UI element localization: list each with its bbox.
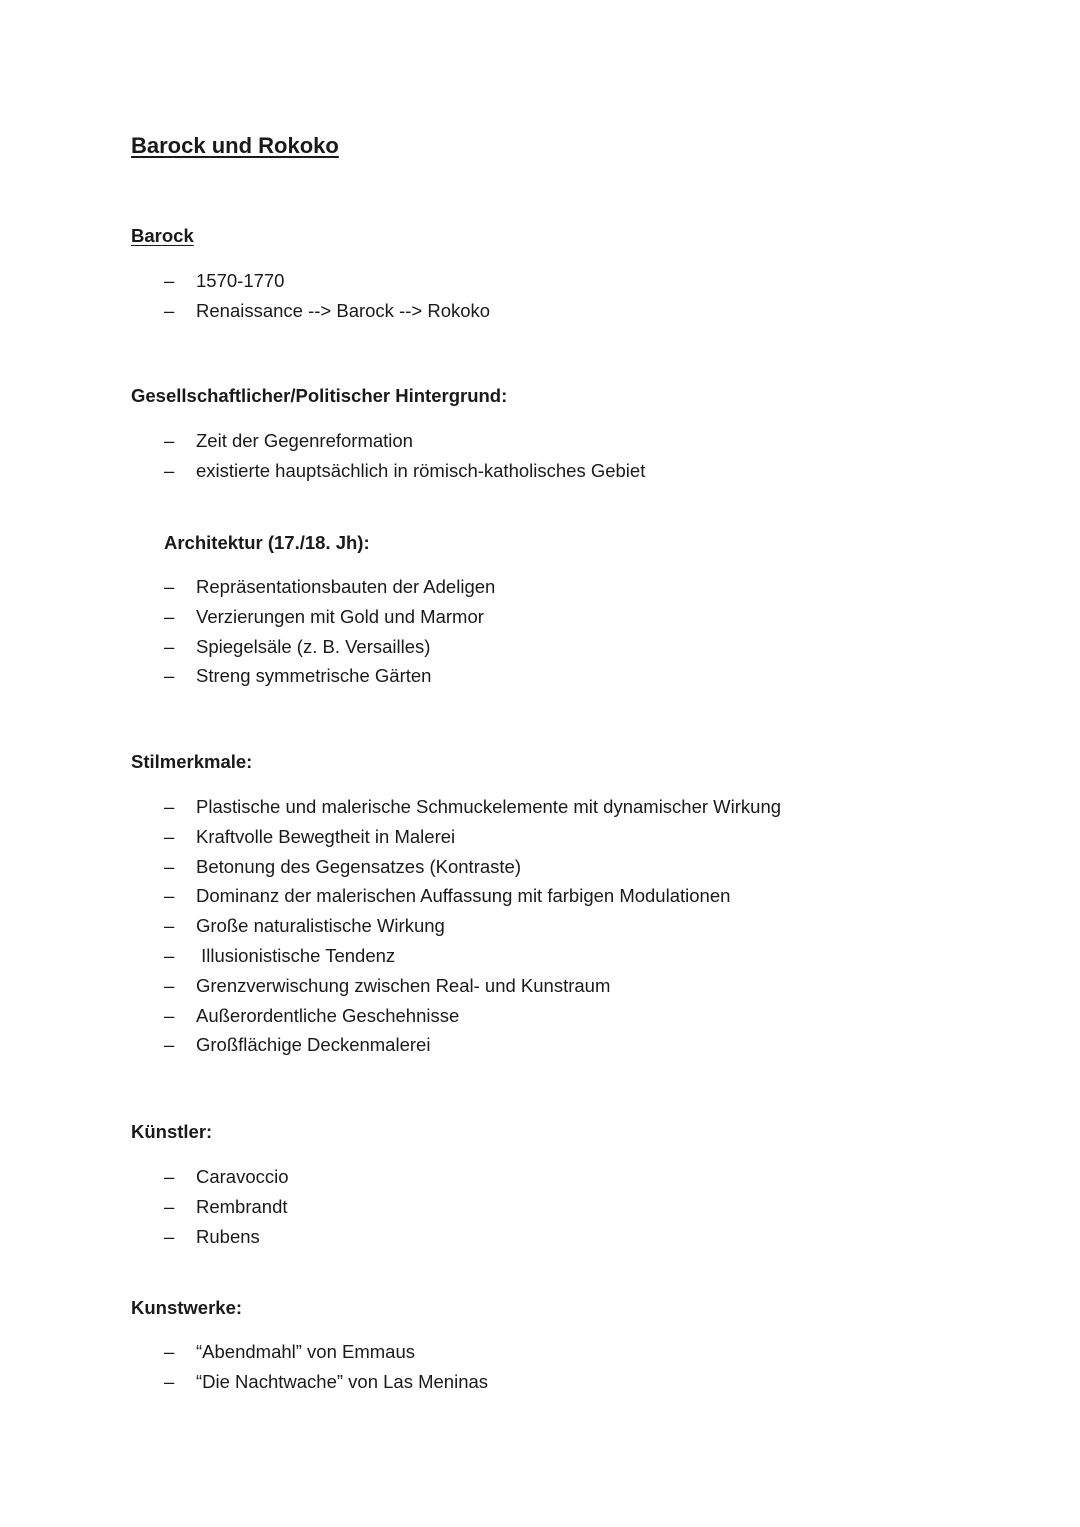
document-title: Barock und Rokoko xyxy=(131,133,339,158)
dash-bullet: – xyxy=(164,665,175,687)
hintergrund-list xyxy=(164,426,645,486)
dash-bullet: – xyxy=(164,1225,175,1247)
list-item: – Repräsentationsbauten der Adeligen xyxy=(164,572,495,602)
dash-bullet: – xyxy=(164,855,175,877)
list-item: – Rubens xyxy=(164,1222,289,1252)
list-item: – Renaissance --> Barock --> Rokoko xyxy=(164,296,490,326)
dash-bullet: – xyxy=(164,635,175,657)
dash-bullet: – xyxy=(164,1004,175,1026)
list-item: – Zeit der Gegenreformation xyxy=(164,426,645,456)
section-heading-kunstwerke: Kunstwerke: xyxy=(131,1297,243,1318)
dash-bullet: – xyxy=(164,459,175,481)
dash-bullet: – xyxy=(164,1034,175,1056)
dash-bullet: – xyxy=(164,1195,175,1217)
dash-bullet: – xyxy=(164,1341,175,1362)
list-item: – Betonung des Gegensatzes (Kontraste) xyxy=(164,852,781,882)
dash-bullet: – xyxy=(164,1370,175,1392)
dash-bullet: – xyxy=(164,825,175,847)
dash-bullet: – xyxy=(164,944,175,966)
list-item: – Spiegelsäle (z. B. Versailles) xyxy=(164,632,495,662)
list-item: – Außerordentliche Geschehnisse xyxy=(164,1001,781,1031)
section-heading-architektur: Architektur (17./18. Jh): xyxy=(164,532,370,553)
kuenstler-list xyxy=(164,1162,289,1251)
section-heading-stilmerkmale: Stilmerkmale: xyxy=(131,751,253,772)
dash-bullet: – xyxy=(164,915,175,937)
list-item: – 1570-1770 xyxy=(164,266,490,296)
section-heading-hintergrund: Gesellschaftlicher/Politischer Hintergrund: xyxy=(131,385,508,406)
list-item: – Illusionistische Tendenz xyxy=(164,941,781,971)
dash-bullet: – xyxy=(164,885,175,907)
dash-bullet: – xyxy=(164,576,175,597)
section-heading-kuenstler: Künstler: xyxy=(131,1121,213,1142)
architektur-list xyxy=(164,572,495,691)
dash-bullet: – xyxy=(164,270,175,291)
list-item: – Große naturalistische Wirkung xyxy=(164,911,781,941)
kunstwerke-list xyxy=(164,1337,488,1397)
list-item: – Caravoccio xyxy=(164,1162,289,1192)
list-item: – Kraftvolle Bewegtheit in Malerei xyxy=(164,822,781,852)
list-item: – Streng symmetrische Gärten xyxy=(164,661,495,691)
list-item: – “Abendmahl” von Emmaus xyxy=(164,1337,488,1367)
dash-bullet: – xyxy=(164,605,175,627)
section-heading-barock: Barock xyxy=(131,225,194,246)
dash-bullet: – xyxy=(164,299,175,321)
stilmerkmale-list xyxy=(164,792,781,1060)
list-item: – Dominanz der malerischen Auffassung mit farbigen Modulationen xyxy=(164,881,781,911)
list-item: – “Die Nachtwache” von Las Meninas xyxy=(164,1367,488,1397)
dash-bullet: – xyxy=(164,796,175,817)
dash-bullet: – xyxy=(164,430,175,451)
dash-bullet: – xyxy=(164,974,175,996)
list-item: – Verzierungen mit Gold und Marmor xyxy=(164,602,495,632)
barock-list xyxy=(164,266,490,326)
list-item: – Grenzverwischung zwischen Real- und Kunstraum xyxy=(164,971,781,1001)
list-item: – Rembrandt xyxy=(164,1192,289,1222)
list-item: – existierte hauptsächlich in römisch-katholisches Gebiet xyxy=(164,456,645,486)
list-item: – Plastische und malerische Schmuckelemente mit dynamischer Wirkung xyxy=(164,792,781,822)
list-item: – Großflächige Deckenmalerei xyxy=(164,1030,781,1060)
dash-bullet: – xyxy=(164,1166,175,1187)
